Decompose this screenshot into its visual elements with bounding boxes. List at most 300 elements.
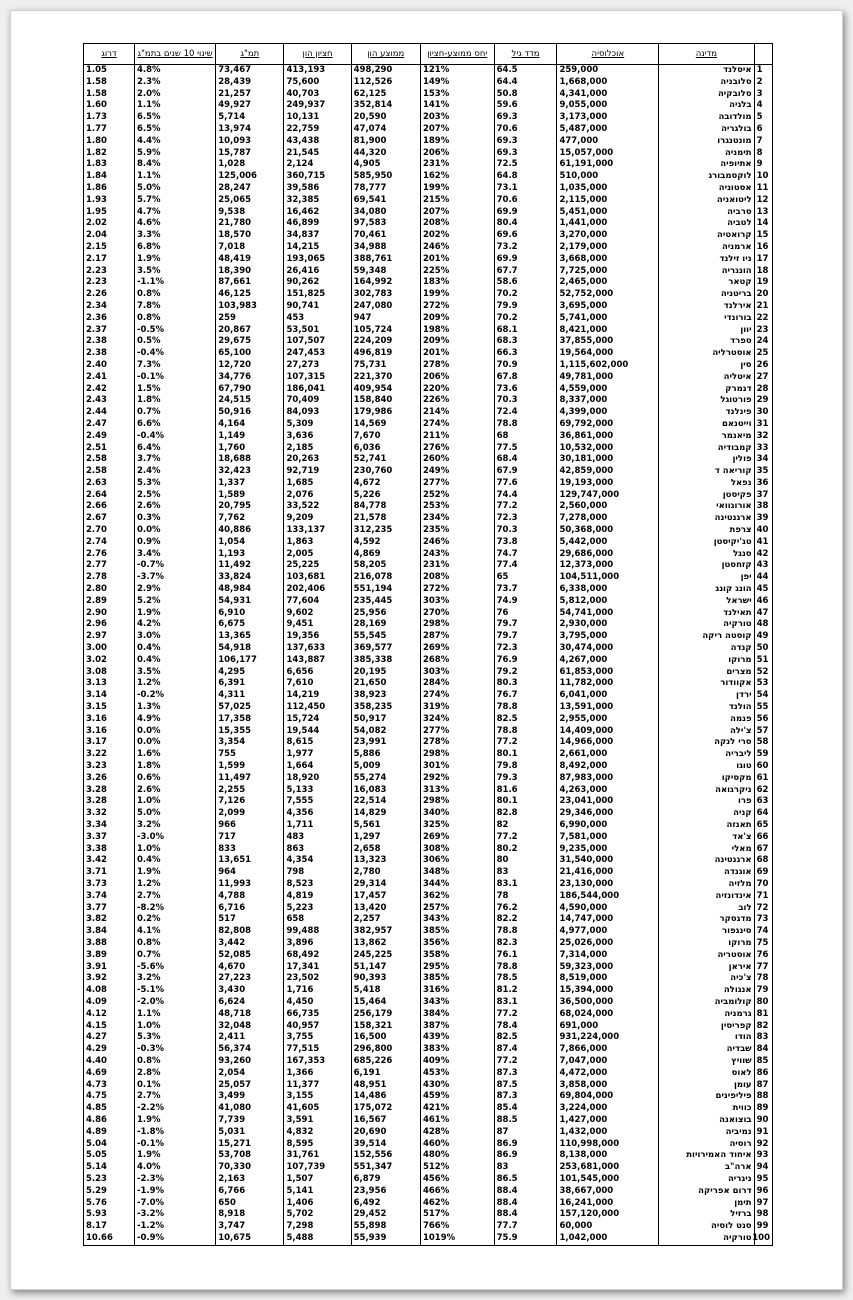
gdp-change-cell: -0.1% bbox=[134, 372, 215, 384]
rank-cell: 3.16 bbox=[84, 714, 135, 726]
gdp-cell: 6,766 bbox=[216, 1186, 284, 1198]
gdp-cell: 7,126 bbox=[216, 796, 284, 808]
ratio-cell: 208% bbox=[420, 218, 494, 230]
population-cell: 5,442,000 bbox=[557, 537, 659, 549]
rank-cell: 2.78 bbox=[84, 572, 135, 584]
population-cell: 4,341,000 bbox=[557, 89, 659, 101]
median-wealth-cell: 77,604 bbox=[284, 596, 351, 608]
median-wealth-cell: 3,155 bbox=[284, 1091, 351, 1103]
population-cell: 931,224,000 bbox=[557, 1032, 659, 1044]
age-index-cell: 70.3 bbox=[494, 395, 557, 407]
median-wealth-cell: 5,141 bbox=[284, 1186, 351, 1198]
gdp-change-cell: 4.6% bbox=[134, 218, 215, 230]
population-cell: 49,781,000 bbox=[557, 372, 659, 384]
table-row bbox=[84, 242, 773, 254]
mean-wealth-cell: 59,348 bbox=[351, 266, 420, 278]
ratio-cell: 198% bbox=[420, 325, 494, 337]
row-index: 3 bbox=[754, 89, 772, 101]
population-cell: 110,998,000 bbox=[557, 1139, 659, 1151]
gdp-change-cell: -2.3% bbox=[134, 1174, 215, 1186]
row-index: 19 bbox=[754, 277, 772, 289]
rank-cell: 4.12 bbox=[84, 1009, 135, 1021]
gdp-cell: 52,085 bbox=[216, 950, 284, 962]
gdp-change-cell: 0.4% bbox=[134, 855, 215, 867]
population-cell: 253,681,000 bbox=[557, 1162, 659, 1174]
age-index-cell: 70.9 bbox=[494, 360, 557, 372]
gdp-change-cell: 6.5% bbox=[134, 112, 215, 124]
rank-cell: 5.04 bbox=[84, 1139, 135, 1151]
rank-cell: 3.91 bbox=[84, 962, 135, 974]
ratio-cell: 214% bbox=[420, 407, 494, 419]
rank-cell: 3.71 bbox=[84, 867, 135, 879]
gdp-cell: 2,411 bbox=[216, 1032, 284, 1044]
ratio-cell: 466% bbox=[420, 1186, 494, 1198]
rank-cell: 10.66 bbox=[84, 1233, 135, 1245]
row-index: 55 bbox=[754, 702, 772, 714]
row-index: 47 bbox=[754, 608, 772, 620]
population-cell: 9,055,000 bbox=[557, 100, 659, 112]
table-row bbox=[84, 336, 773, 348]
mean-wealth-cell: 47,074 bbox=[351, 124, 420, 136]
rank-cell: 3.34 bbox=[84, 820, 135, 832]
table-row bbox=[84, 360, 773, 372]
mean-wealth-cell: 16,500 bbox=[351, 1032, 420, 1044]
row-index: 16 bbox=[754, 242, 772, 254]
country-cell: קרואטיה bbox=[659, 230, 754, 242]
gdp-change-cell: 1.1% bbox=[134, 171, 215, 183]
table-row bbox=[84, 1162, 773, 1174]
country-cell: איראן bbox=[659, 962, 754, 974]
mean-wealth-cell: 230,760 bbox=[351, 466, 420, 478]
median-wealth-cell: 2,005 bbox=[284, 549, 351, 561]
population-cell: 6,338,000 bbox=[557, 584, 659, 596]
rank-cell: 3.73 bbox=[84, 879, 135, 891]
country-cell: קוסטה ריקה bbox=[659, 631, 754, 643]
table-row bbox=[84, 372, 773, 384]
ratio-cell: 278% bbox=[420, 737, 494, 749]
mean-wealth-cell: 44,320 bbox=[351, 148, 420, 160]
gdp-change-cell: 2.5% bbox=[134, 490, 215, 502]
median-wealth-cell: 33,522 bbox=[284, 501, 351, 513]
median-wealth-cell: 46,899 bbox=[284, 218, 351, 230]
gdp-change-cell: -0.5% bbox=[134, 325, 215, 337]
mean-wealth-cell: 352,814 bbox=[351, 100, 420, 112]
row-index: 24 bbox=[754, 336, 772, 348]
median-wealth-cell: 9,209 bbox=[284, 513, 351, 525]
rank-cell: 2.47 bbox=[84, 419, 135, 431]
median-wealth-cell: 15,724 bbox=[284, 714, 351, 726]
median-wealth-cell: 7,298 bbox=[284, 1221, 351, 1233]
median-wealth-cell: 1,664 bbox=[284, 761, 351, 773]
gdp-change-cell: 1.9% bbox=[134, 867, 215, 879]
mean-wealth-cell: 13,420 bbox=[351, 903, 420, 915]
ratio-cell: 252% bbox=[420, 490, 494, 502]
ratio-cell: 277% bbox=[420, 726, 494, 738]
gdp-change-cell: -3.7% bbox=[134, 572, 215, 584]
header-country: מדינה bbox=[659, 44, 754, 65]
mean-wealth-cell: 55,939 bbox=[351, 1233, 420, 1245]
population-cell: 3,858,000 bbox=[557, 1080, 659, 1092]
ratio-cell: 276% bbox=[420, 443, 494, 455]
population-cell: 61,853,000 bbox=[557, 667, 659, 679]
ratio-cell: 298% bbox=[420, 619, 494, 631]
table-row bbox=[84, 1068, 773, 1080]
ratio-cell: 456% bbox=[420, 1174, 494, 1186]
rank-cell: 2.43 bbox=[84, 395, 135, 407]
ratio-cell: 208% bbox=[420, 572, 494, 584]
mean-wealth-cell: 312,235 bbox=[351, 525, 420, 537]
rank-cell: 2.38 bbox=[84, 336, 135, 348]
age-index-cell: 68.3 bbox=[494, 336, 557, 348]
age-index-cell: 77.2 bbox=[494, 1056, 557, 1068]
row-index: 50 bbox=[754, 643, 772, 655]
population-cell: 2,661,000 bbox=[557, 749, 659, 761]
ratio-cell: 316% bbox=[420, 985, 494, 997]
ratio-cell: 201% bbox=[420, 254, 494, 266]
row-index: 64 bbox=[754, 808, 772, 820]
table-row bbox=[84, 501, 773, 513]
ratio-cell: 189% bbox=[420, 136, 494, 148]
row-index: 56 bbox=[754, 714, 772, 726]
row-index: 92 bbox=[754, 1139, 772, 1151]
row-index: 38 bbox=[754, 501, 772, 513]
ratio-cell: 313% bbox=[420, 785, 494, 797]
country-cell: שוויץ bbox=[659, 1056, 754, 1068]
country-cell: אנגולה bbox=[659, 985, 754, 997]
country-cell: יוון bbox=[659, 325, 754, 337]
ratio-cell: 303% bbox=[420, 596, 494, 608]
gdp-change-cell: 6.6% bbox=[134, 419, 215, 431]
age-index-cell: 86.9 bbox=[494, 1150, 557, 1162]
population-cell: 1,432,000 bbox=[557, 1127, 659, 1139]
country-cell: פורטוגל bbox=[659, 395, 754, 407]
rank-cell: 2.96 bbox=[84, 619, 135, 631]
table-row bbox=[84, 266, 773, 278]
country-cell: קולומביה bbox=[659, 997, 754, 1009]
mean-wealth-cell: 164,992 bbox=[351, 277, 420, 289]
gdp-cell: 28,247 bbox=[216, 183, 284, 195]
median-wealth-cell: 5,223 bbox=[284, 903, 351, 915]
age-index-cell: 80.4 bbox=[494, 218, 557, 230]
rank-cell: 2.80 bbox=[84, 584, 135, 596]
mean-wealth-cell: 385,338 bbox=[351, 655, 420, 667]
rank-cell: 2.26 bbox=[84, 289, 135, 301]
gdp-change-cell: 2.4% bbox=[134, 466, 215, 478]
median-wealth-cell: 453 bbox=[284, 313, 351, 325]
gdp-cell: 3,430 bbox=[216, 985, 284, 997]
row-index: 70 bbox=[754, 879, 772, 891]
gdp-cell: 82,808 bbox=[216, 926, 284, 938]
gdp-cell: 10,675 bbox=[216, 1233, 284, 1245]
age-index-cell: 69.9 bbox=[494, 254, 557, 266]
rank-cell: 2.04 bbox=[84, 230, 135, 242]
gdp-change-cell: 1.1% bbox=[134, 1009, 215, 1021]
table-row bbox=[84, 454, 773, 466]
median-wealth-cell: 17,341 bbox=[284, 962, 351, 974]
age-index-cell: 72.3 bbox=[494, 513, 557, 525]
gdp-cell: 15,787 bbox=[216, 148, 284, 160]
row-index: 52 bbox=[754, 667, 772, 679]
age-index-cell: 73.1 bbox=[494, 183, 557, 195]
country-cell: מאלי bbox=[659, 844, 754, 856]
ratio-cell: 387% bbox=[420, 1021, 494, 1033]
table-row bbox=[84, 832, 773, 844]
population-cell: 14,747,000 bbox=[557, 914, 659, 926]
gdp-change-cell: 3.2% bbox=[134, 820, 215, 832]
table-row bbox=[84, 549, 773, 561]
gdp-cell: 25,057 bbox=[216, 1080, 284, 1092]
country-cell: בריטניה bbox=[659, 289, 754, 301]
mean-wealth-cell: 496,819 bbox=[351, 348, 420, 360]
median-wealth-cell: 193,065 bbox=[284, 254, 351, 266]
median-wealth-cell: 3,591 bbox=[284, 1115, 351, 1127]
country-cell: קנדה bbox=[659, 643, 754, 655]
age-index-cell: 82.5 bbox=[494, 1032, 557, 1044]
gdp-cell: 964 bbox=[216, 867, 284, 879]
row-index: 73 bbox=[754, 914, 772, 926]
age-index-cell: 85.4 bbox=[494, 1103, 557, 1115]
mean-wealth-cell: 4,592 bbox=[351, 537, 420, 549]
ratio-cell: 201% bbox=[420, 348, 494, 360]
row-index: 61 bbox=[754, 773, 772, 785]
age-index-cell: 69.9 bbox=[494, 207, 557, 219]
table-row bbox=[84, 1103, 773, 1115]
age-index-cell: 73.7 bbox=[494, 584, 557, 596]
country-cell: לוקסמבורג bbox=[659, 171, 754, 183]
row-index: 22 bbox=[754, 313, 772, 325]
population-cell: 1,441,000 bbox=[557, 218, 659, 230]
header-rank: דרוג bbox=[84, 44, 135, 65]
age-index-cell: 70.2 bbox=[494, 313, 557, 325]
age-index-cell: 78.8 bbox=[494, 962, 557, 974]
table-row bbox=[84, 903, 773, 915]
ratio-cell: 199% bbox=[420, 183, 494, 195]
country-cell: ירדן bbox=[659, 690, 754, 702]
gdp-change-cell: 6.4% bbox=[134, 443, 215, 455]
table-row bbox=[84, 584, 773, 596]
median-wealth-cell: 14,219 bbox=[284, 690, 351, 702]
ratio-cell: 203% bbox=[420, 112, 494, 124]
rank-cell: 3.74 bbox=[84, 891, 135, 903]
rank-cell: 2.02 bbox=[84, 218, 135, 230]
ratio-cell: 301% bbox=[420, 761, 494, 773]
population-cell: 3,695,000 bbox=[557, 301, 659, 313]
rank-cell: 2.23 bbox=[84, 277, 135, 289]
gdp-change-cell: 1.2% bbox=[134, 879, 215, 891]
table-row bbox=[84, 737, 773, 749]
gdp-change-cell: -0.4% bbox=[134, 348, 215, 360]
country-cell: הונג קונג bbox=[659, 584, 754, 596]
gdp-change-cell: -2.0% bbox=[134, 997, 215, 1009]
gdp-cell: 48,419 bbox=[216, 254, 284, 266]
gdp-change-cell: 1.9% bbox=[134, 608, 215, 620]
rank-cell: 3.88 bbox=[84, 938, 135, 950]
age-index-cell: 74.4 bbox=[494, 490, 557, 502]
gdp-cell: 57,025 bbox=[216, 702, 284, 714]
mean-wealth-cell: 29,314 bbox=[351, 879, 420, 891]
rank-cell: 2.89 bbox=[84, 596, 135, 608]
gdp-change-cell: 0.3% bbox=[134, 513, 215, 525]
gdp-change-cell: 2.7% bbox=[134, 891, 215, 903]
median-wealth-cell: 14,215 bbox=[284, 242, 351, 254]
table-row bbox=[84, 525, 773, 537]
age-index-cell: 64.5 bbox=[494, 65, 557, 77]
row-index: 91 bbox=[754, 1127, 772, 1139]
table-row bbox=[84, 89, 773, 101]
age-index-cell: 81.6 bbox=[494, 785, 557, 797]
median-wealth-cell: 3,636 bbox=[284, 431, 351, 443]
mean-wealth-cell: 55,274 bbox=[351, 773, 420, 785]
mean-wealth-cell: 5,418 bbox=[351, 985, 420, 997]
ratio-cell: 384% bbox=[420, 1009, 494, 1021]
median-wealth-cell: 107,739 bbox=[284, 1162, 351, 1174]
mean-wealth-cell: 25,956 bbox=[351, 608, 420, 620]
mean-wealth-cell: 28,169 bbox=[351, 619, 420, 631]
country-cell: קניה bbox=[659, 808, 754, 820]
country-cell: לוב bbox=[659, 903, 754, 915]
ratio-cell: 512% bbox=[420, 1162, 494, 1174]
mean-wealth-cell: 5,009 bbox=[351, 761, 420, 773]
gdp-change-cell: 0.7% bbox=[134, 950, 215, 962]
age-index-cell: 59.6 bbox=[494, 100, 557, 112]
row-index: 87 bbox=[754, 1080, 772, 1092]
gdp-cell: 106,177 bbox=[216, 655, 284, 667]
rank-cell: 3.02 bbox=[84, 655, 135, 667]
country-cell: דנמרק bbox=[659, 384, 754, 396]
gdp-cell: 833 bbox=[216, 844, 284, 856]
median-wealth-cell: 34,837 bbox=[284, 230, 351, 242]
table-row bbox=[84, 289, 773, 301]
median-wealth-cell: 40,703 bbox=[284, 89, 351, 101]
gdp-cell: 6,675 bbox=[216, 619, 284, 631]
age-index-cell: 69.3 bbox=[494, 148, 557, 160]
median-wealth-cell: 41,605 bbox=[284, 1103, 351, 1115]
mean-wealth-cell: 175,072 bbox=[351, 1103, 420, 1115]
mean-wealth-cell: 16,567 bbox=[351, 1115, 420, 1127]
gdp-cell: 6,624 bbox=[216, 997, 284, 1009]
median-wealth-cell: 7,610 bbox=[284, 678, 351, 690]
gdp-change-cell: 0.2% bbox=[134, 914, 215, 926]
gdp-change-cell: 0.9% bbox=[134, 537, 215, 549]
age-index-cell: 67.7 bbox=[494, 266, 557, 278]
mean-wealth-cell: 947 bbox=[351, 313, 420, 325]
age-index-cell: 70.6 bbox=[494, 195, 557, 207]
median-wealth-cell: 77,515 bbox=[284, 1044, 351, 1056]
ratio-cell: 517% bbox=[420, 1209, 494, 1221]
row-index: 80 bbox=[754, 997, 772, 1009]
mean-wealth-cell: 20,195 bbox=[351, 667, 420, 679]
gdp-cell: 5,031 bbox=[216, 1127, 284, 1139]
mean-wealth-cell: 296,800 bbox=[351, 1044, 420, 1056]
population-cell: 8,519,000 bbox=[557, 973, 659, 985]
gdp-cell: 2,054 bbox=[216, 1068, 284, 1080]
mean-wealth-cell: 21,650 bbox=[351, 678, 420, 690]
row-index: 65 bbox=[754, 820, 772, 832]
gdp-cell: 20,795 bbox=[216, 501, 284, 513]
gdp-change-cell: -0.9% bbox=[134, 1233, 215, 1245]
row-index: 30 bbox=[754, 407, 772, 419]
gdp-cell: 1,760 bbox=[216, 443, 284, 455]
median-wealth-cell: 3,896 bbox=[284, 938, 351, 950]
gdp-change-cell: 1.9% bbox=[134, 1150, 215, 1162]
table-body bbox=[84, 65, 773, 1246]
population-cell: 2,115,000 bbox=[557, 195, 659, 207]
age-index-cell: 69.3 bbox=[494, 112, 557, 124]
population-cell: 5,451,000 bbox=[557, 207, 659, 219]
country-cell: איסלנד bbox=[659, 65, 754, 77]
rank-cell: 4.89 bbox=[84, 1127, 135, 1139]
header-gdp: תמ"ג bbox=[216, 44, 284, 65]
population-cell: 7,314,000 bbox=[557, 950, 659, 962]
rank-cell: 4.27 bbox=[84, 1032, 135, 1044]
gdp-cell: 54,918 bbox=[216, 643, 284, 655]
country-cell: מקסיקו bbox=[659, 773, 754, 785]
table-row bbox=[84, 100, 773, 112]
median-wealth-cell: 32,385 bbox=[284, 195, 351, 207]
ratio-cell: 340% bbox=[420, 808, 494, 820]
age-index-cell: 88.5 bbox=[494, 1115, 557, 1127]
country-cell: אסטוניה bbox=[659, 183, 754, 195]
row-index: 39 bbox=[754, 513, 772, 525]
rank-cell: 1.83 bbox=[84, 159, 135, 171]
ratio-cell: 298% bbox=[420, 796, 494, 808]
gdp-cell: 11,492 bbox=[216, 560, 284, 572]
table-row bbox=[84, 808, 773, 820]
mean-wealth-cell: 409,954 bbox=[351, 384, 420, 396]
median-wealth-cell: 70,409 bbox=[284, 395, 351, 407]
median-wealth-cell: 1,977 bbox=[284, 749, 351, 761]
country-cell: ניו זילנד bbox=[659, 254, 754, 266]
row-index: 48 bbox=[754, 619, 772, 631]
age-index-cell: 79.8 bbox=[494, 761, 557, 773]
median-wealth-cell: 4,832 bbox=[284, 1127, 351, 1139]
rank-cell: 4.86 bbox=[84, 1115, 135, 1127]
country-cell: אוסטריה bbox=[659, 950, 754, 962]
median-wealth-cell: 18,920 bbox=[284, 773, 351, 785]
median-wealth-cell: 1,406 bbox=[284, 1198, 351, 1210]
age-index-cell: 66.3 bbox=[494, 348, 557, 360]
population-cell: 54,741,000 bbox=[557, 608, 659, 620]
gdp-change-cell: 1.0% bbox=[134, 1021, 215, 1033]
gdp-change-cell: 1.6% bbox=[134, 749, 215, 761]
row-index: 77 bbox=[754, 962, 772, 974]
country-cell: גרמניה bbox=[659, 1009, 754, 1021]
median-wealth-cell: 1,711 bbox=[284, 820, 351, 832]
gdp-cell: 125,006 bbox=[216, 171, 284, 183]
country-cell: סלובניה bbox=[659, 77, 754, 89]
gdp-cell: 1,028 bbox=[216, 159, 284, 171]
age-index-cell: 73.2 bbox=[494, 242, 557, 254]
country-cell: איטליה bbox=[659, 372, 754, 384]
mean-wealth-cell: 358,235 bbox=[351, 702, 420, 714]
rank-cell: 4.29 bbox=[84, 1044, 135, 1056]
gdp-change-cell: 1.8% bbox=[134, 395, 215, 407]
mean-wealth-cell: 48,951 bbox=[351, 1080, 420, 1092]
median-wealth-cell: 1,716 bbox=[284, 985, 351, 997]
country-cell: סרי לנקה bbox=[659, 737, 754, 749]
gdp-change-cell: 0.8% bbox=[134, 1056, 215, 1068]
row-index: 33 bbox=[754, 443, 772, 455]
table-row bbox=[84, 1044, 773, 1056]
row-index: 66 bbox=[754, 832, 772, 844]
median-wealth-cell: 19,356 bbox=[284, 631, 351, 643]
row-index: 76 bbox=[754, 950, 772, 962]
gdp-change-cell: -1.1% bbox=[134, 277, 215, 289]
median-wealth-cell: 2,124 bbox=[284, 159, 351, 171]
median-wealth-cell: 16,462 bbox=[284, 207, 351, 219]
table-row bbox=[84, 844, 773, 856]
rank-cell: 2.76 bbox=[84, 549, 135, 561]
